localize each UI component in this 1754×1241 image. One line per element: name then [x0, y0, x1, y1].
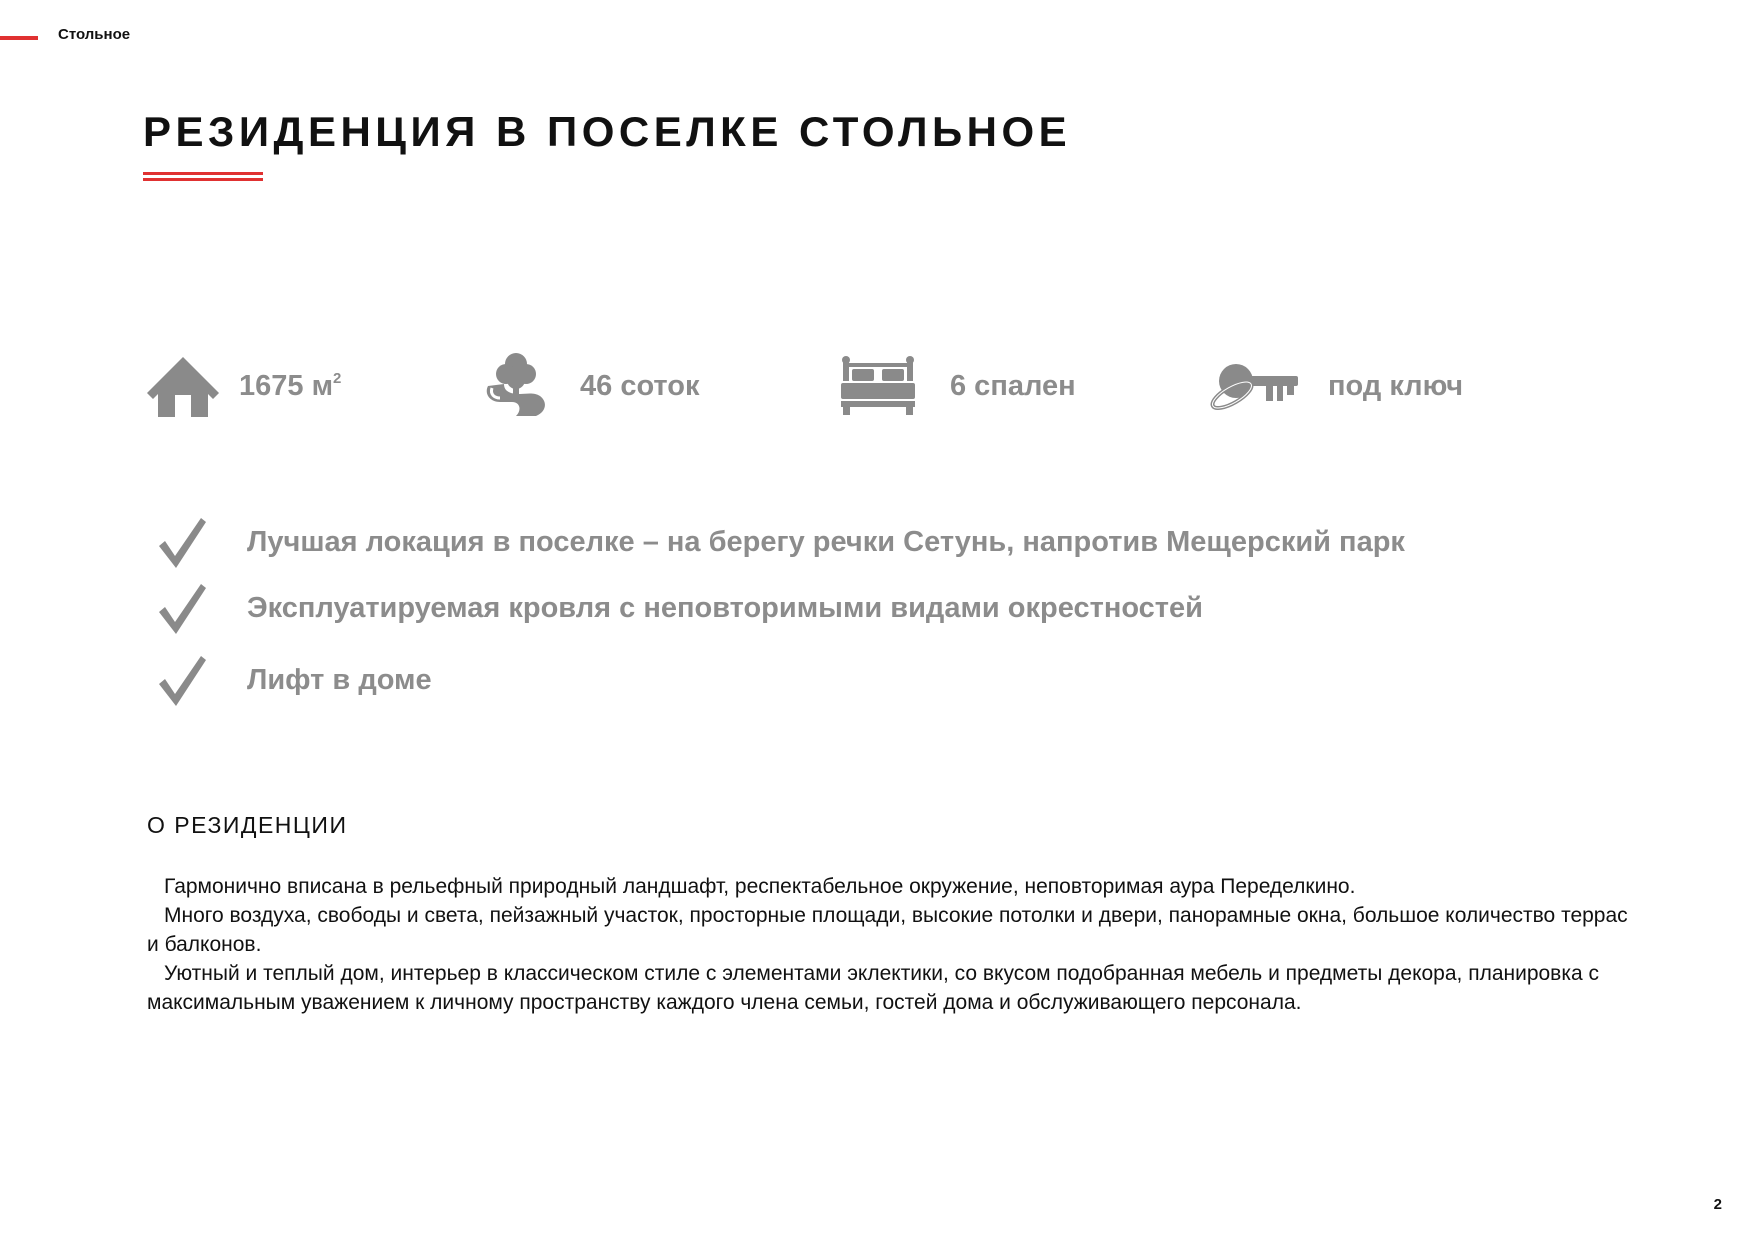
feature-plot: [482, 350, 699, 422]
highlight-text: Лифт в доме: [247, 663, 432, 696]
about-paragraph: Уютный и теплый дом, интерьер в классическом стиле с элементами эклектики, со вкусом подобранная мебель и предметы декора, планировка с максимальным уважением к личному пространству каждого члена семьи, гостей дома и обслуживающего персонала.: [147, 962, 1600, 1014]
about-paragraph: Много воздуха, свободы и света, пейзажный участок, просторные площади, высокие потолки и двери, панорамные окна, большое количество террас и балконов.: [147, 904, 1628, 956]
about-body: [147, 872, 1637, 1017]
highlight-item: [157, 650, 432, 710]
checkmark-icon: [157, 516, 207, 568]
title-underline: [143, 172, 263, 183]
bed-icon: [840, 355, 916, 417]
key-icon: [1208, 361, 1300, 411]
feature-area-label: [239, 370, 341, 403]
tree-icon: [482, 350, 552, 422]
feature-bedrooms-label: 6 спален: [950, 369, 1076, 402]
feature-area-value: 1675 м: [239, 369, 334, 402]
feature-plot-label: 46 соток: [580, 369, 700, 402]
feature-area-unit-exponent: 2: [333, 369, 342, 387]
feature-area: [145, 350, 341, 422]
highlight-item: [157, 578, 1203, 638]
page-title: РЕЗИДЕНЦИЯ В ПОСЕЛКЕ СТОЛЬНОЕ: [143, 108, 1072, 155]
checkmark-icon: [157, 582, 207, 634]
highlight-text: Эксплуатируемая кровля с неповторимыми видами окрестностей: [247, 591, 1203, 624]
section-label: Стольное: [58, 26, 131, 43]
highlight-item: [157, 512, 1405, 572]
checkmark-icon: [157, 654, 207, 706]
about-paragraph: Гармонично вписана в рельефный природный ландшафт, респектабельное окружение, неповторимая аура Переделкино.: [164, 875, 1356, 898]
feature-bedrooms: [840, 350, 1076, 422]
about-heading: О РЕЗИДЕНЦИИ: [147, 812, 348, 838]
page-number: 2: [1713, 1196, 1722, 1213]
feature-turnkey-label: под ключ: [1328, 369, 1464, 402]
highlight-text: Лучшая локация в поселке – на берегу речки Сетунь, напротив Мещерский парк: [247, 525, 1405, 558]
top-accent-line: [0, 36, 38, 40]
house-icon: [145, 353, 221, 419]
feature-turnkey: [1208, 350, 1463, 422]
